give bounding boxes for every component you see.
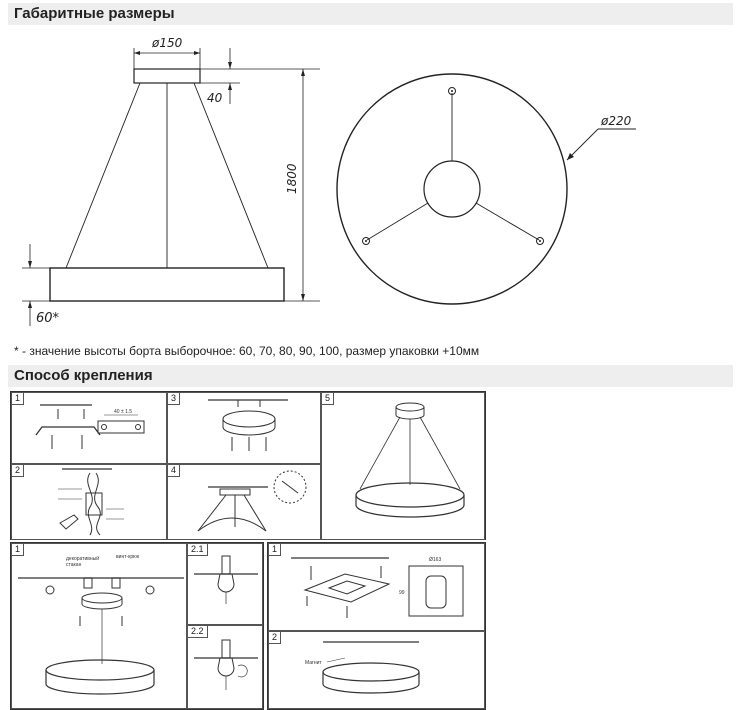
dim-plate-width: Ø163 bbox=[429, 557, 442, 563]
mounting-group-c bbox=[267, 542, 486, 710]
label-decorative-cup: декоративный bbox=[66, 556, 100, 562]
dim-canopy-height: 40 bbox=[207, 91, 223, 105]
mounting-group-b bbox=[10, 542, 264, 710]
step-number: 2 bbox=[269, 632, 281, 644]
side-elevation-drawing bbox=[0, 0, 749, 340]
height-footnote: * - значение высоты борта выборочное: 60, 70, 80, 90, 100, размер упаковки +10мм bbox=[14, 344, 480, 358]
step-number: 2.1 bbox=[188, 544, 208, 556]
dim-total-height: 1800 bbox=[285, 163, 299, 194]
label-magnet: Магнит bbox=[305, 660, 322, 666]
dim-bracket: 40 ± 1.5 bbox=[114, 409, 133, 415]
mount-b-step-2-1 bbox=[187, 543, 263, 625]
mount-c-step-1 bbox=[268, 543, 485, 631]
section-title-dimensions: Габаритные размеры bbox=[8, 3, 733, 25]
step-number: 1 bbox=[12, 393, 24, 405]
step-number: 4 bbox=[168, 465, 180, 477]
step-number: 3 bbox=[168, 393, 180, 405]
dim-diameter-top: ø150 bbox=[152, 36, 183, 50]
mount-a-step-4 bbox=[167, 464, 321, 540]
mounting-group-a bbox=[10, 391, 486, 540]
dim-side-height: 60* bbox=[36, 311, 60, 326]
mount-c-step-2 bbox=[268, 631, 485, 709]
mount-a-step-3 bbox=[167, 392, 321, 464]
mount-a-step-1 bbox=[11, 392, 167, 464]
step-number: 2.2 bbox=[188, 626, 208, 638]
step-number: 1 bbox=[269, 544, 281, 556]
mount-b-step-1 bbox=[11, 543, 187, 709]
dim-diameter-ring: ø220 bbox=[601, 114, 632, 128]
mount-a-step-2 bbox=[11, 464, 167, 540]
mount-a-step-5 bbox=[321, 392, 485, 540]
dim-plate-height: 99 bbox=[399, 590, 405, 596]
step-number: 2 bbox=[12, 465, 24, 477]
label-decorative-cup-2: стакан bbox=[66, 562, 82, 568]
section-title-mounting: Способ крепления bbox=[8, 365, 733, 387]
step-number: 5 bbox=[322, 393, 334, 405]
mount-b-step-2-2 bbox=[187, 625, 263, 709]
step-number: 1 bbox=[12, 544, 24, 556]
label-hook-screw: винт-крюк bbox=[116, 554, 140, 560]
